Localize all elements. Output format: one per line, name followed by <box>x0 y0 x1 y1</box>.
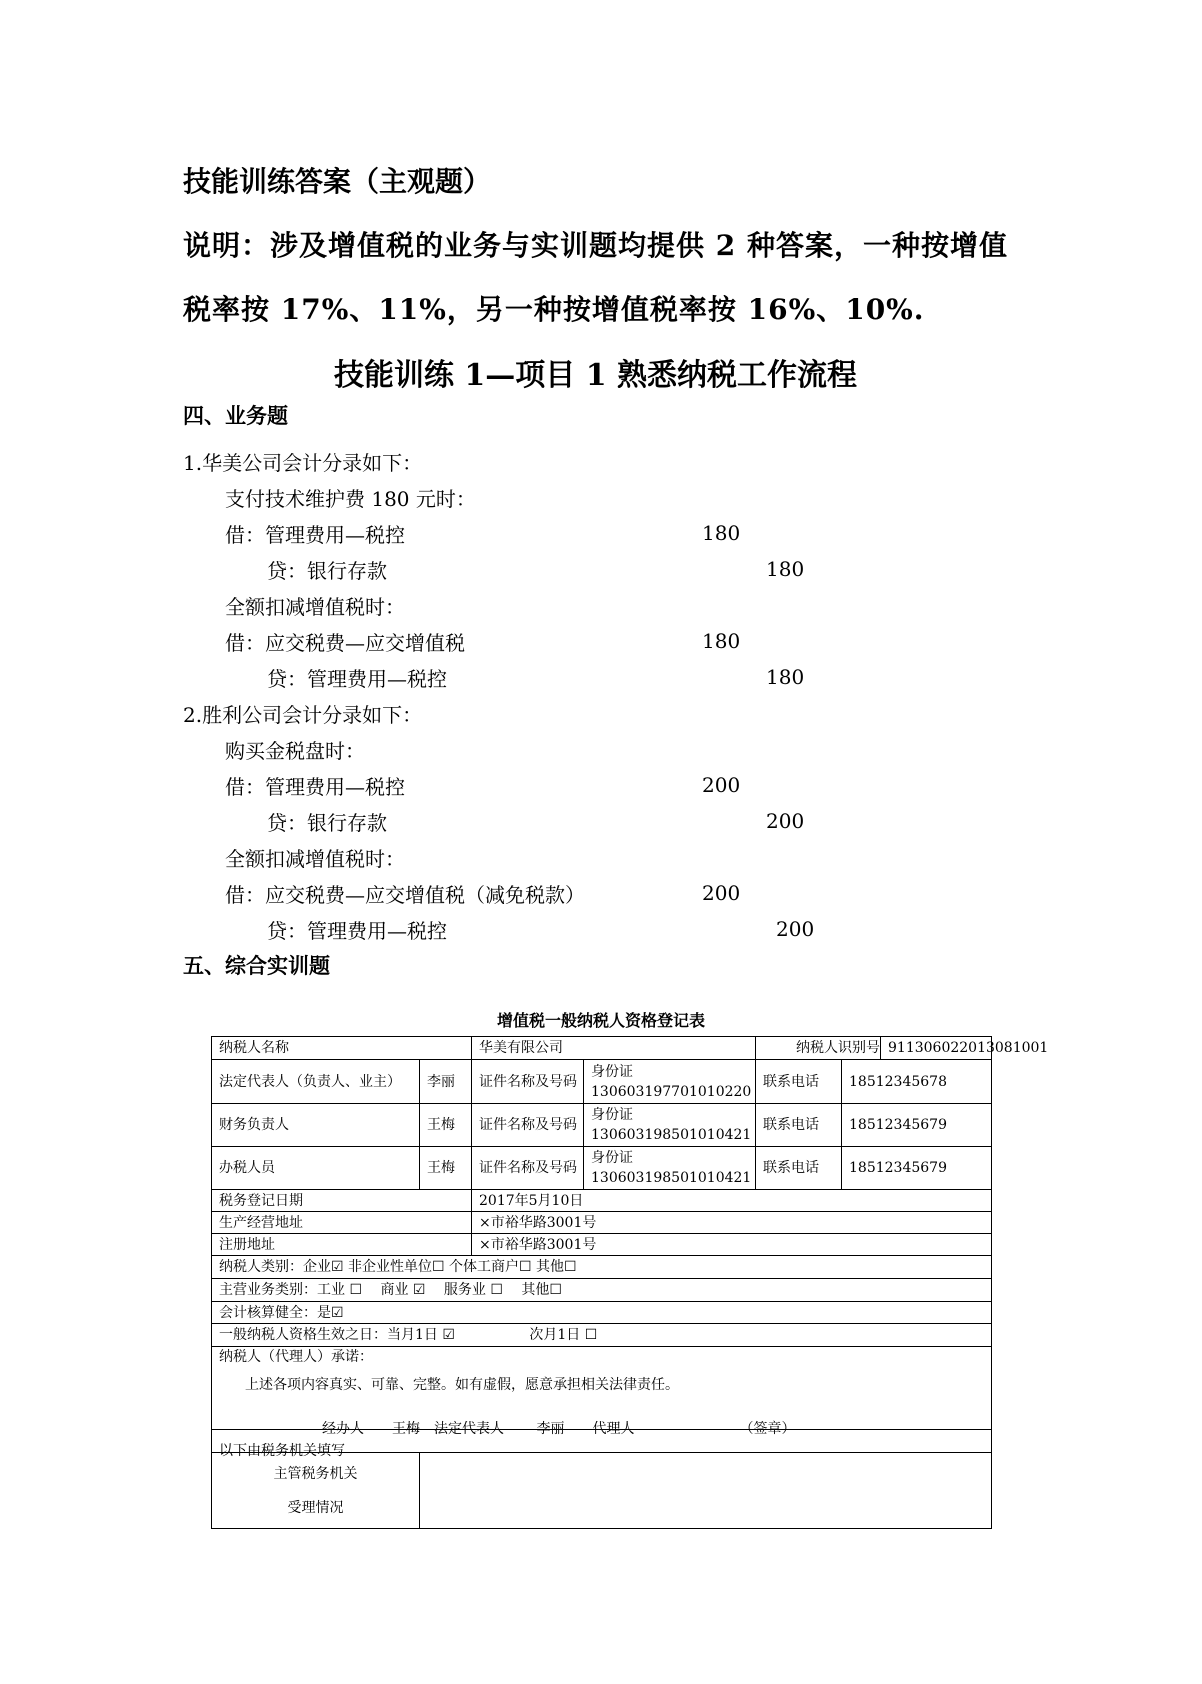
taxpayer-id: 911306022013081001 <box>888 1040 1049 1056</box>
person-role: 财务负责人 <box>212 1104 420 1147</box>
doc-number: 130603198501010421 <box>591 1170 752 1186</box>
office-label-1: 主管税务机关 <box>273 1465 358 1482</box>
biz-address-label: 生产经营地址 <box>212 1212 472 1234</box>
note-line-2: 税率按 17%、11%，另一种按增值税率按 16%、10%. <box>183 293 925 326</box>
part5-heading: 五、综合实训题 <box>183 953 330 978</box>
debit-amount: 180 <box>702 629 741 653</box>
entry-line: 全额扣减增值税时： <box>225 847 405 871</box>
person-name: 李丽 <box>420 1060 472 1104</box>
reg-address: ×市裕华路3001号 <box>472 1234 992 1256</box>
page-title: 技能训练答案（主观题） <box>183 165 492 198</box>
biz-address: ×市裕华路3001号 <box>472 1212 992 1234</box>
debit-line: 借：应交税费—应交增值税 <box>225 631 465 655</box>
taxpayer-name-label: 纳税人名称 <box>212 1037 472 1060</box>
credit-amount: 180 <box>766 665 805 689</box>
credit-amount: 180 <box>766 557 805 581</box>
credit-line: 贷：银行存款 <box>267 811 387 835</box>
entry-line: 全额扣减增值税时： <box>225 595 405 619</box>
doc-type: 身份证 <box>591 1107 633 1123</box>
office-note: 以下由税务机关填写 <box>219 1443 345 1459</box>
effective-date-row: 一般纳税人资格生效之日：当月1日 ☑ 次月1日 ☐ <box>212 1324 992 1347</box>
pledge-block <box>212 1347 991 1437</box>
reg-date-label: 税务登记日期 <box>212 1190 472 1212</box>
entry-line: 2.胜利公司会计分录如下： <box>183 703 423 727</box>
debit-amount: 200 <box>702 773 741 797</box>
person-name: 王梅 <box>420 1147 472 1190</box>
taxpayer-type-row: 纳税人类别：企业☑ 非企业性单位☐ 个体工商户☐ 其他☐ <box>212 1256 992 1279</box>
taxpayer-id-label: 纳税人识别号 <box>756 1037 881 1059</box>
pledge-signature: 经办人 王梅 法定代表人 李丽 代理人 （签章） <box>322 1421 796 1437</box>
phone-number: 18512345679 <box>842 1104 992 1147</box>
accounting-row: 会计核算健全：是☑ <box>212 1302 992 1324</box>
note-line-1: 说明：涉及增值税的业务与实训题均提供 2 种答案，一种按增值 <box>183 229 1008 262</box>
person-name: 王梅 <box>420 1104 472 1147</box>
reg-date: 2017年5月10日 <box>472 1190 992 1212</box>
part4-heading: 四、业务题 <box>183 403 288 428</box>
debit-line: 借：管理费用—税控 <box>225 775 405 799</box>
id-doc-label: 证件名称及号码 <box>472 1104 584 1147</box>
person-role: 法定代表人（负责人、业主） <box>212 1060 420 1104</box>
doc-type: 身份证 <box>591 1150 633 1166</box>
phone-number: 18512345679 <box>842 1147 992 1190</box>
phone-label: 联系电话 <box>756 1060 842 1104</box>
pledge-text: 上述各项内容真实、可靠、完整。如有虚假，愿意承担相关法律责任。 <box>245 1377 679 1393</box>
person-role: 办税人员 <box>212 1147 420 1190</box>
entry-line: 支付技术维护费 180 元时： <box>225 487 476 511</box>
id-doc-label: 证件名称及号码 <box>472 1147 584 1190</box>
table-title: 增值税一般纳税人资格登记表 <box>496 1011 705 1030</box>
phone-number: 18512345678 <box>842 1060 992 1104</box>
phone-label: 联系电话 <box>756 1147 842 1190</box>
business-type-row: 主营业务类别：工业 ☐ 商业 ☑ 服务业 ☐ 其他☐ <box>212 1279 992 1302</box>
reg-address-label: 注册地址 <box>212 1234 472 1256</box>
credit-amount: 200 <box>776 917 815 941</box>
id-doc-label: 证件名称及号码 <box>472 1060 584 1104</box>
office-fill-area <box>420 1453 992 1529</box>
doc-type: 身份证 <box>591 1063 633 1080</box>
debit-line: 借：管理费用—税控 <box>225 523 405 547</box>
credit-amount: 200 <box>766 809 805 833</box>
debit-amount: 180 <box>702 521 741 545</box>
pledge-label: 纳税人（代理人）承诺： <box>219 1349 373 1365</box>
debit-line: 借：应交税费—应交增值税（减免税款） <box>225 883 585 907</box>
doc-number: 130603198501010421 <box>591 1127 752 1143</box>
doc-number: 130603197701010220 <box>591 1083 752 1100</box>
debit-amount: 200 <box>702 881 741 905</box>
credit-line: 贷：管理费用—税控 <box>267 919 447 943</box>
entry-line: 购买金税盘时： <box>225 739 365 763</box>
taxpayer-name: 华美有限公司 <box>472 1037 756 1060</box>
credit-line: 贷：管理费用—税控 <box>267 667 447 691</box>
office-label-2: 受理情况 <box>287 1499 344 1516</box>
credit-line: 贷：银行存款 <box>267 559 387 583</box>
section-title: 技能训练 1—项目 1 熟悉纳税工作流程 <box>333 358 858 393</box>
phone-label: 联系电话 <box>756 1104 842 1147</box>
registration-table <box>211 1036 1049 1529</box>
entry-line: 1.华美公司会计分录如下： <box>183 451 423 475</box>
